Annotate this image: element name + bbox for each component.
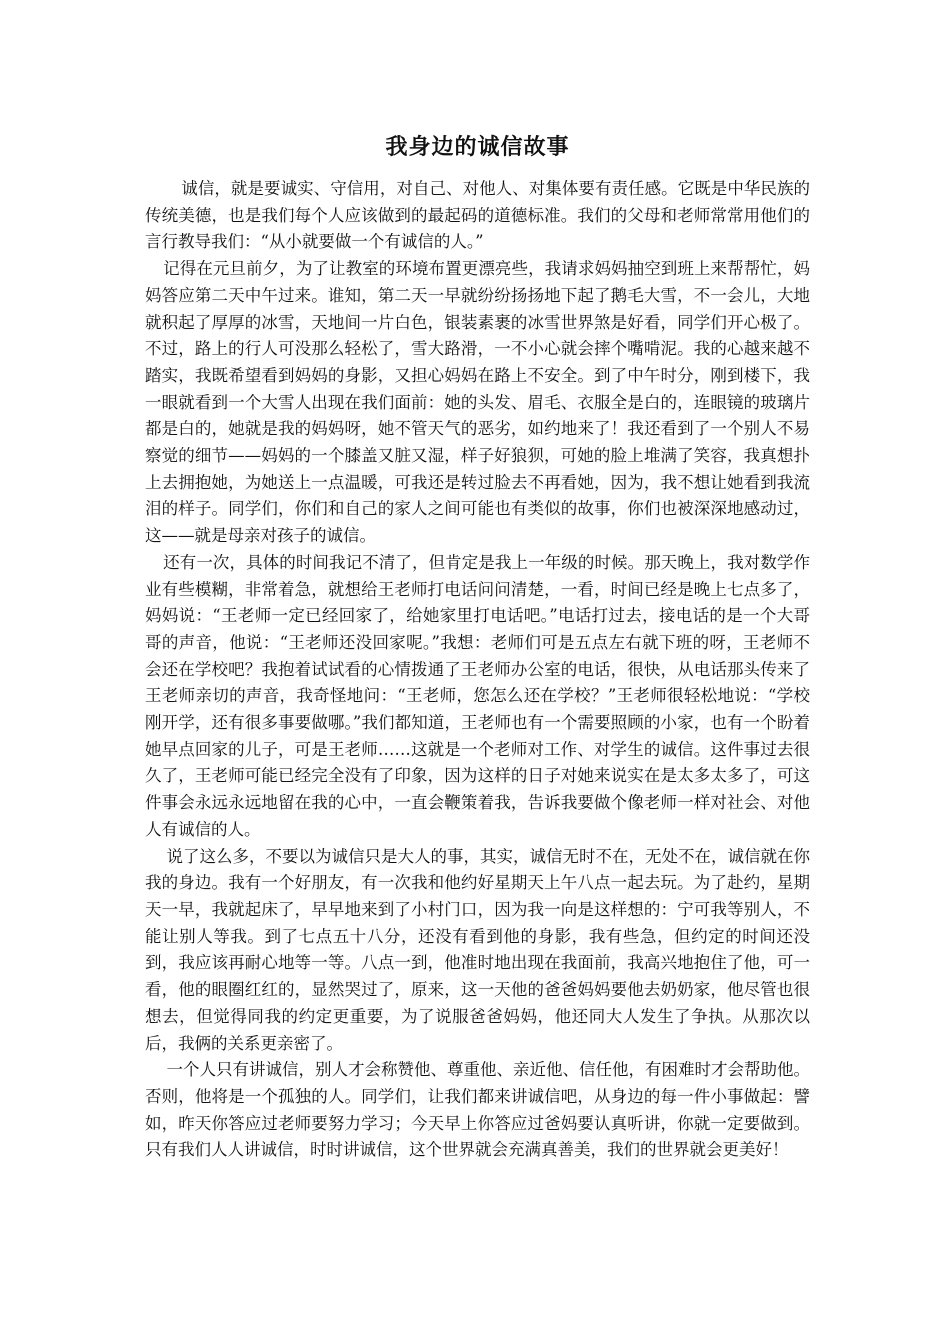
- essay-body: [145, 130, 810, 1164]
- essay-paragraph-4: 说了这么多，不要以为诚信只是大人的事，其实，诚信无时不在，无处不在，诚信就在你我的身边。我有一个好朋友，有一次我和他约好星期天上午八点一起去玩。为了赴约，星期天一早，我就起床了，早早地来到了小村门口，因为我一向是这样想的：宁可我等别人，不能让别人等我。到了七点五十八分，还没有看到他的身影，我有些急，但约定的时间还没到，我应该再耐心地等一等。八点一到，他准时地出现在我面前，我高兴地抱住了他，可一看，他的眼圈红红的，显然哭过了，原来，这一天他的爸爸妈妈要他去奶奶家，他尽管也很想去，但觉得同我的约定更重要，为了说服爸爸妈妈，他还同大人发生了争执。从那次以后，我俩的关系更亲密了。: [145, 846, 810, 1053]
- essay-paragraph-3: 还有一次，具体的时间我记不清了，但肯定是我上一年级的时候。那天晚上，我对数学作业有些模糊，非常着急，就想给王老师打电话问问清楚，一看，时间已经是晚上七点多了，妈妈说：“王老师一定已经回家了，给她家里打电话吧。”电话打过去，接电话的是一个大哥哥的声音，他说：“王老师还没回家呢。”我想：老师们可是五点左右就下班的呀，王老师不会还在学校吧？我抱着试试看的心情拨通了王老师办公室的电话，很快，从电话那头传来了王老师亲切的声音，我奇怪地问：“王老师，您怎么还在学校？”王老师很轻松地说：“学校刚开学，还有很多事要做哪。”我们都知道，王老师也有一个需要照顾的小家，也有一个盼着她早点回家的儿子，可是王老师……这就是一个老师对工作、对学生的诚信。这件事过去很久了，王老师可能已经完全没有了印象，因为这样的日子对她来说实在是太多太多了，可这件事会永远永远地留在我的心中，一直会鞭策着我，告诉我要做个像老师一样对社会、对他人有诚信的人。: [145, 552, 810, 839]
- essay-paragraph-5: 一个人只有讲诚信，别人才会称赞他、尊重他、亲近他、信任他，有困难时才会帮助他。否则，他将是一个孤独的人。同学们，让我们都来讲诚信吧，从身边的每一件小事做起：譬如，昨天你答应过老师要努力学习；今天早上你答应过爸妈要认真听讲，你就一定要做到。只有我们人人讲诚信，时时讲诚信，这个世界就会充满真善美，我们的世界就会更美好！: [145, 1060, 810, 1160]
- essay-paragraph-2: 记得在元旦前夕，为了让教室的环境布置更漂亮些，我请求妈妈抽空到班上来帮帮忙，妈妈答应第二天中午过来。谁知，第二天一早就纷纷扬扬地下起了鹅毛大雪，不一会儿，大地就积起了厚厚的冰雪，天地间一片白色，银装素裹的冰雪世界煞是好看，同学们开心极了。不过，路上的行人可没那么轻松了，雪大路滑，一不小心就会摔个嘴啃泥。我的心越来越不踏实，我既希望看到妈妈的身影，又担心妈妈在路上不安全。到了中午时分，刚到楼下，我一眼就看到一个大雪人出现在我们面前：她的头发、眉毛、衣服全是白的，连眼镜的玻璃片都是白的，她就是我的妈妈呀，她不管天气的恶劣，如约地来了！我还看到了一个别人不易察觉的细节——妈妈的一个膝盖又脏又湿，样子好狼狈，可她的脸上堆满了笑容，我真想扑上去拥抱她，为她送上一点温暖，可我还是转过脸去不再看她，因为，我不想让她看到我流泪的样子。同学们，你们和自己的家人之间可能也有类似的故事，你们也被深深地感动过，这——就是母亲对孩子的诚信。: [145, 259, 810, 546]
- essay-title: 我身边的诚信故事: [385, 134, 570, 160]
- essay-paragraph-1: 诚信，就是要诚实、守信用，对自己、对他人、对集体要有责任感。它既是中华民族的传统美德，也是我们每个人应该做到的最起码的道德标准。我们的父母和老师常常用他们的言行教导我们：“从小就要做一个有诚信的人。”: [145, 179, 810, 252]
